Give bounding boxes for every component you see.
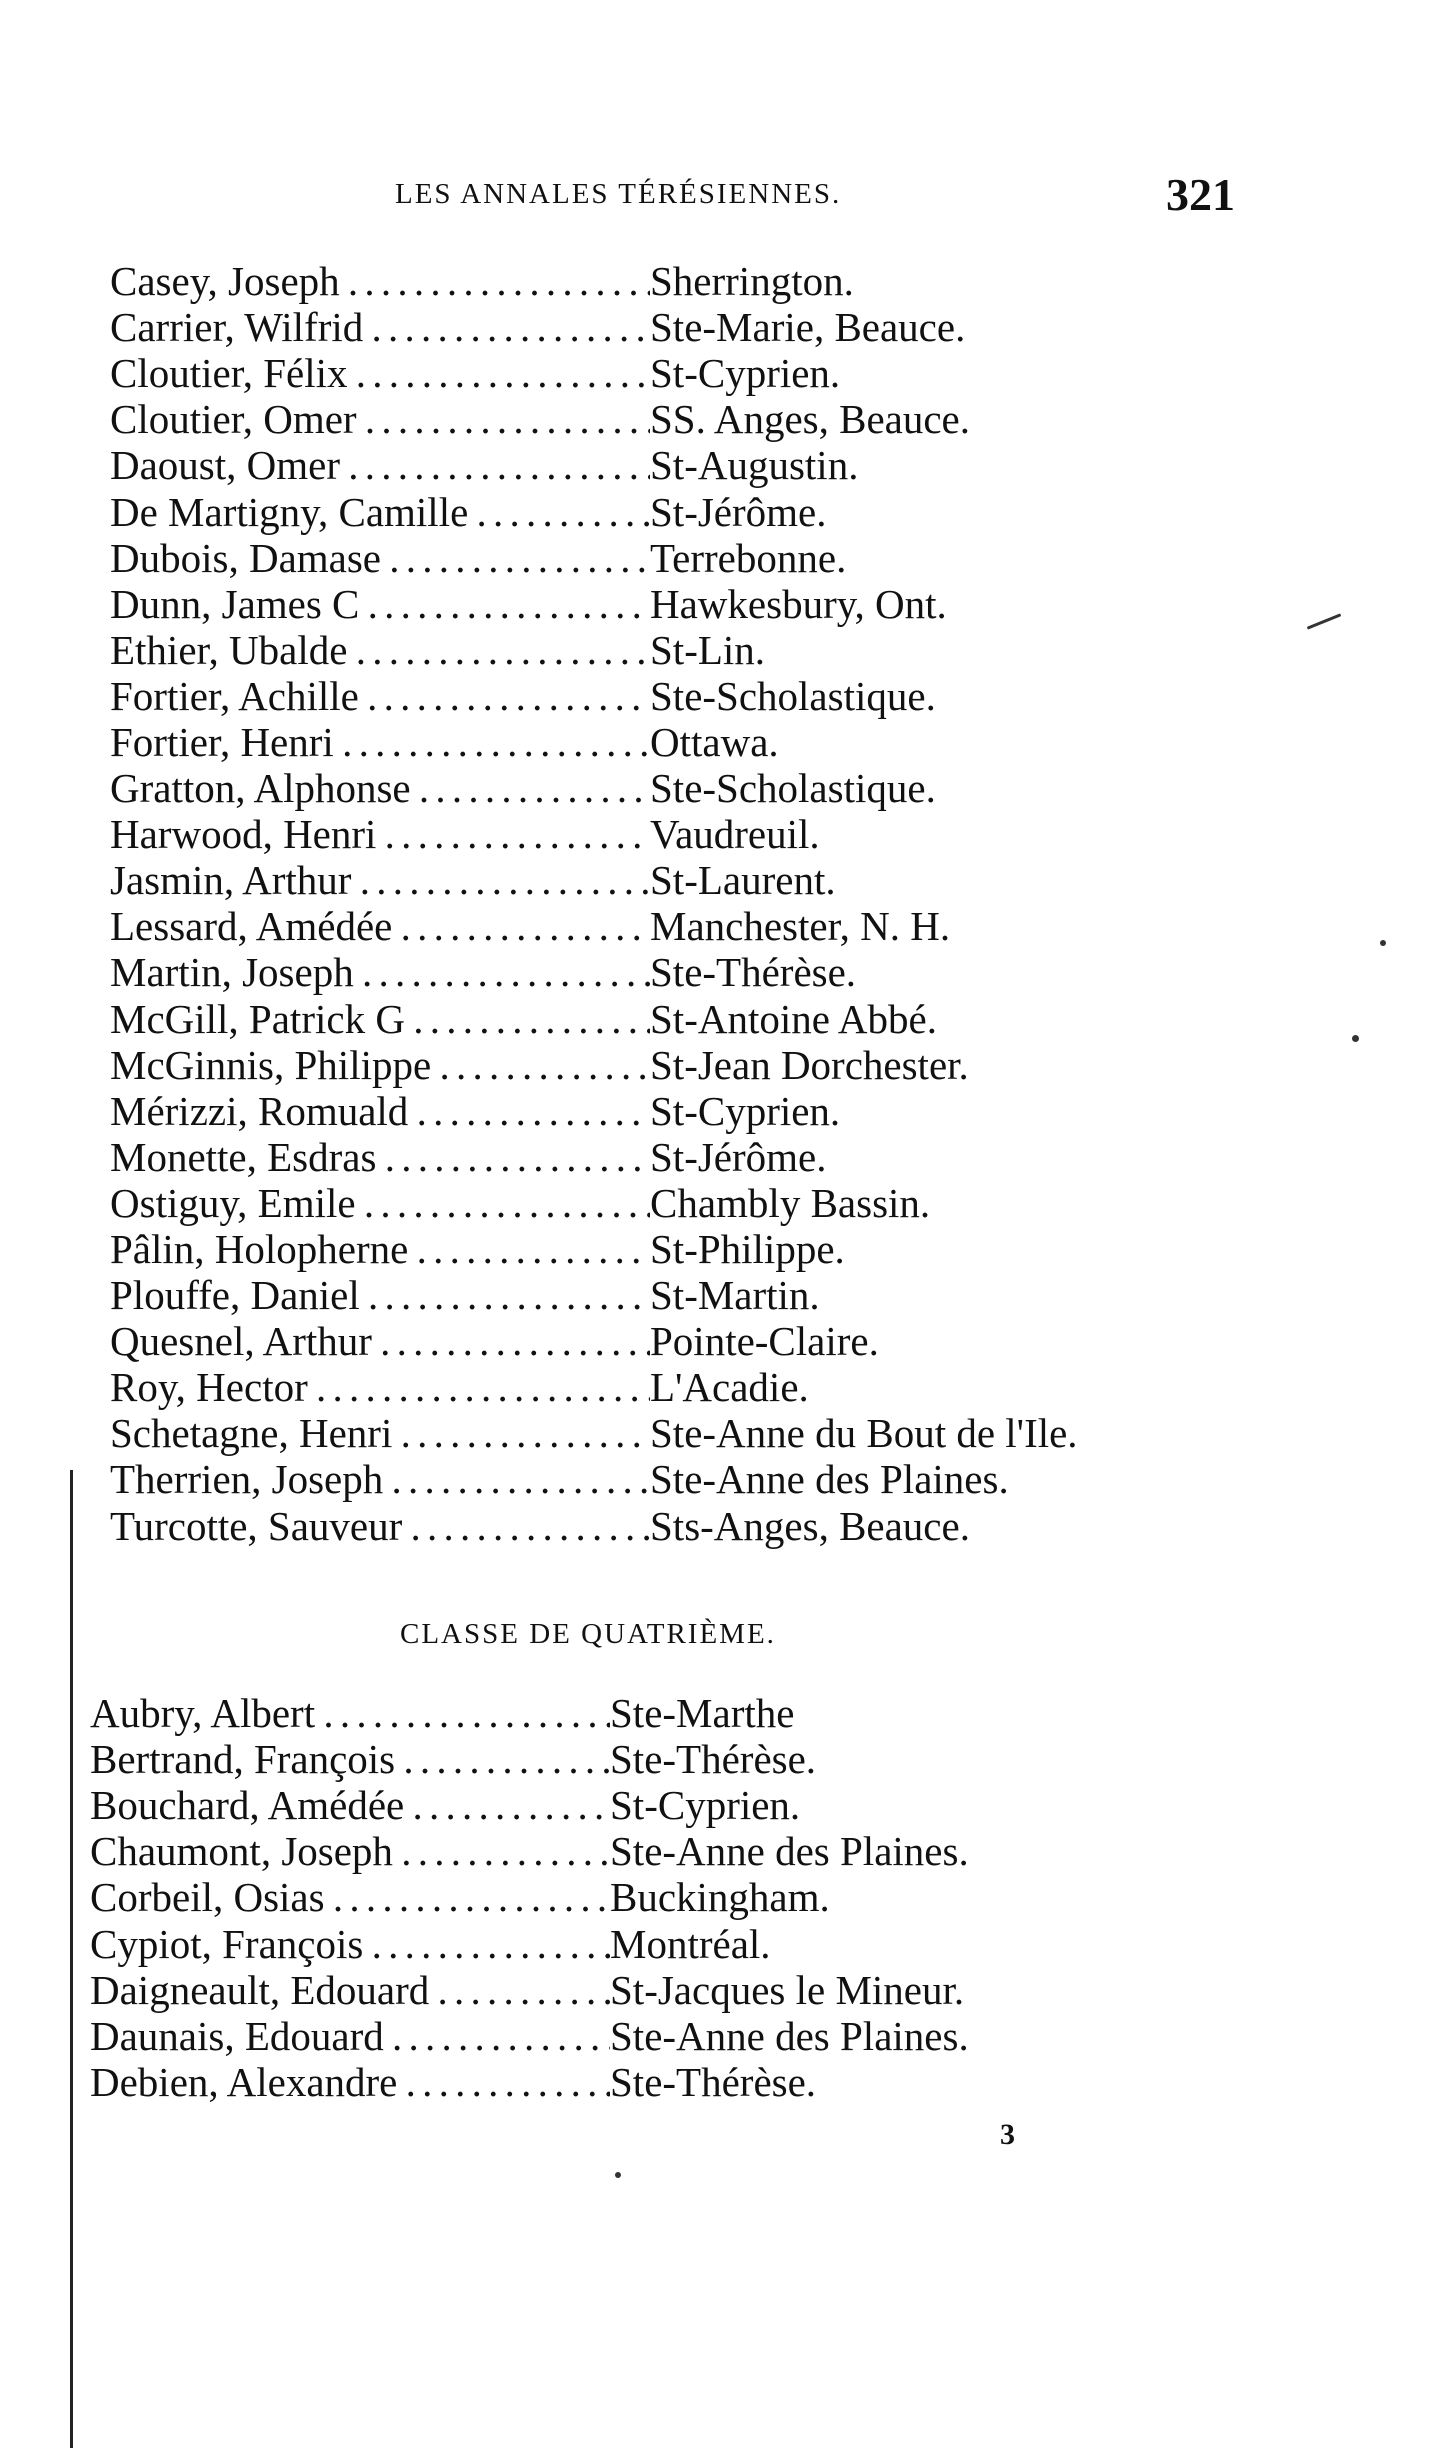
student-entry: [110, 765, 1078, 811]
student-hometown: St-Jacques le Mineur.: [610, 1966, 965, 2013]
student-hometown: Ste-Thérèse.: [610, 2058, 817, 2105]
student-name: Therrien, Joseph . . .: [110, 1455, 650, 1503]
student-entry: [110, 811, 1078, 857]
student-entry: [110, 396, 1078, 442]
student-list-continued: [110, 258, 1078, 1549]
student-hometown: St-Cyprien.: [650, 1087, 841, 1134]
student-hometown: Ste-Thérèse.: [650, 949, 857, 996]
student-name: Schetagne, Henri . . .: [110, 1409, 650, 1457]
student-entry: [90, 1920, 969, 1966]
student-hometown: Ottawa.: [650, 718, 779, 765]
student-hometown: Chambly Bassin.: [650, 1179, 931, 1226]
student-name: Carrier, Wilfrid . . .: [110, 303, 650, 351]
student-name: Corbeil, Osias . . .: [90, 1873, 610, 1921]
student-name: Cloutier, Félix . . .: [110, 349, 650, 397]
student-hometown: Vaudreuil.: [650, 811, 820, 858]
student-entry: [110, 857, 1078, 903]
student-name: Monette, Esdras . . .: [110, 1133, 650, 1181]
student-name: Bertrand, François . . .: [90, 1735, 610, 1783]
student-entry: [90, 2059, 969, 2105]
student-hometown: Ste-Anne du Bout de l'Ile.: [650, 1410, 1078, 1457]
student-hometown: Ste-Scholastique.: [650, 765, 936, 812]
student-entry: [110, 1134, 1078, 1180]
student-name: Daunais, Edouard . . .: [90, 2012, 610, 2060]
student-name: McGinnis, Philippe . . .: [110, 1041, 650, 1089]
student-name: Pâlin, Holopherne . . .: [110, 1225, 650, 1273]
signature-mark: 3: [1000, 2118, 1015, 2151]
student-entry: [110, 535, 1078, 581]
student-hometown: Sherrington.: [650, 258, 854, 305]
student-entry: [110, 949, 1078, 995]
student-hometown: St-Jean Dorchester.: [650, 1041, 969, 1088]
student-entry: [90, 1736, 969, 1782]
student-entry: [90, 1874, 969, 1920]
student-hometown: St-Jérôme.: [650, 488, 827, 535]
student-entry: [110, 488, 1078, 534]
student-name: Mérizzi, Romuald . . .: [110, 1087, 650, 1135]
student-hometown: Buckingham.: [610, 1874, 830, 1921]
student-name: Dunn, James C . . .: [110, 580, 650, 628]
student-hometown: St-Augustin.: [650, 442, 859, 489]
student-hometown: Ste-Marthe: [610, 1690, 795, 1737]
student-name: Fortier, Achille . . .: [110, 672, 650, 720]
student-entry: [110, 903, 1078, 949]
student-entry: [110, 258, 1078, 304]
student-list-quatrieme: [90, 1690, 969, 2105]
student-name: Aubry, Albert . . .: [90, 1689, 610, 1737]
student-name: Roy, Hector . . .: [110, 1363, 650, 1411]
student-entry: [110, 1410, 1078, 1456]
margin-rule: [70, 1470, 73, 2448]
student-entry: [110, 442, 1078, 488]
student-entry: [110, 1226, 1078, 1272]
student-entry: [90, 1967, 969, 2013]
student-name: Daoust, Omer . . .: [110, 441, 650, 489]
student-name: Gratton, Alphonse . . .: [110, 764, 650, 812]
student-hometown: St-Cyprien.: [610, 1782, 801, 1829]
student-name: Dubois, Damase . . .: [110, 534, 650, 582]
student-name: Martin, Joseph . . .: [110, 948, 650, 996]
student-entry: [110, 1503, 1078, 1549]
ink-speck: [615, 2172, 621, 2178]
student-name: Daigneault, Edouard . . .: [90, 1966, 610, 2014]
student-name: Lessard, Amédée . . .: [110, 902, 650, 950]
student-hometown: SS. Anges, Beauce.: [650, 396, 970, 443]
student-name: Plouffe, Daniel . . .: [110, 1271, 650, 1319]
student-name: McGill, Patrick G . . .: [110, 995, 650, 1043]
student-hometown: Ste-Thérèse.: [610, 1736, 817, 1783]
student-entry: [90, 1690, 969, 1736]
student-entry: [90, 1828, 969, 1874]
student-entry: [110, 673, 1078, 719]
student-entry: [110, 1364, 1078, 1410]
student-hometown: Hawkesbury, Ont.: [650, 580, 947, 627]
student-name: De Martigny, Camille . . .: [110, 488, 650, 536]
student-name: Casey, Joseph . . .: [110, 257, 650, 305]
student-hometown: St-Jérôme.: [650, 1133, 827, 1180]
student-hometown: St-Philippe.: [650, 1226, 845, 1273]
student-name: Cypiot, François . . .: [90, 1920, 610, 1968]
running-head: [395, 168, 1235, 218]
student-entry: [110, 304, 1078, 350]
student-name: Chaumont, Joseph . . .: [90, 1827, 610, 1875]
student-entry: [110, 581, 1078, 627]
student-name: Harwood, Henri . . .: [110, 810, 650, 858]
student-hometown: Ste-Marie, Beauce.: [650, 304, 966, 351]
student-name: Quesnel, Arthur . . .: [110, 1317, 650, 1365]
student-entry: [110, 996, 1078, 1042]
student-hometown: St-Martin.: [650, 1272, 820, 1319]
student-hometown: St-Laurent.: [650, 857, 836, 904]
student-entry: [90, 2013, 969, 2059]
student-entry: [110, 719, 1078, 765]
student-entry: [110, 1456, 1078, 1502]
student-entry: [110, 1088, 1078, 1134]
student-entry: [110, 1180, 1078, 1226]
student-name: Turcotte, Sauveur . . .: [110, 1502, 650, 1550]
student-name: Ethier, Ubalde . . .: [110, 626, 650, 674]
student-entry: [110, 1042, 1078, 1088]
student-entry: [90, 1782, 969, 1828]
section-heading: CLASSE DE QUATRIÈME.: [400, 1618, 776, 1650]
student-name: Jasmin, Arthur . . .: [110, 856, 650, 904]
student-name: Bouchard, Amédée . . .: [90, 1781, 610, 1829]
student-hometown: Sts-Anges, Beauce.: [650, 1502, 970, 1549]
student-entry: [110, 350, 1078, 396]
student-hometown: Ste-Anne des Plaines.: [610, 1828, 969, 1875]
student-hometown: Terrebonne.: [650, 534, 847, 581]
running-title: LES ANNALES TÉRÉSIENNES.: [395, 178, 842, 210]
student-hometown: St-Cyprien.: [650, 350, 841, 397]
student-hometown: Montréal.: [610, 1920, 771, 1967]
student-hometown: Manchester, N. H.: [650, 903, 951, 950]
page-number: 321: [1166, 169, 1235, 220]
student-hometown: Ste-Anne des Plaines.: [650, 1456, 1009, 1503]
ink-speck: [1380, 940, 1386, 946]
student-hometown: L'Acadie.: [650, 1364, 809, 1411]
ink-speck: [1352, 1035, 1359, 1042]
student-name: Cloutier, Omer . . .: [110, 395, 650, 443]
student-hometown: St-Lin.: [650, 626, 766, 673]
student-hometown: Ste-Anne des Plaines.: [610, 2012, 969, 2059]
student-entry: [110, 627, 1078, 673]
student-hometown: Ste-Scholastique.: [650, 672, 936, 719]
student-name: Fortier, Henri . . .: [110, 718, 650, 766]
student-name: Ostiguy, Emile . . .: [110, 1179, 650, 1227]
ink-mark: [1307, 613, 1342, 629]
student-hometown: St-Antoine Abbé.: [650, 995, 937, 1042]
student-name: Debien, Alexandre . . .: [90, 2058, 610, 2106]
student-entry: [110, 1318, 1078, 1364]
student-entry: [110, 1272, 1078, 1318]
student-hometown: Pointe-Claire.: [650, 1318, 879, 1365]
